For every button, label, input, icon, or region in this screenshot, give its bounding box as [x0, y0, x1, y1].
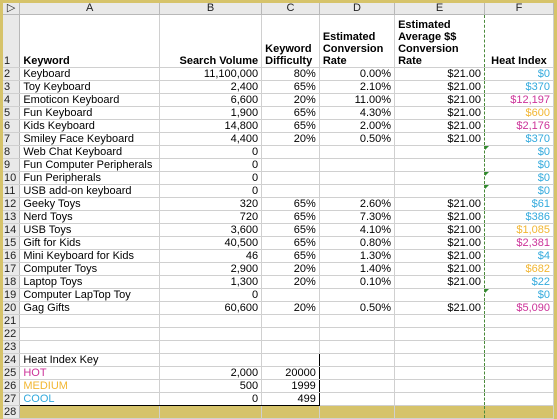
avg-conversion-cell[interactable]: $21.00 — [395, 120, 485, 133]
keyword-cell[interactable]: Emoticon Keyboard — [20, 94, 160, 107]
row-number[interactable]: 2 — [3, 68, 20, 81]
row-number[interactable]: 16 — [3, 250, 20, 263]
row-number[interactable]: 11 — [3, 185, 20, 198]
keyword-cell[interactable]: Gag Gifts — [20, 302, 160, 315]
select-all-corner[interactable]: ▷ — [3, 3, 20, 15]
row-number[interactable]: 23 — [3, 341, 20, 354]
search-volume-cell[interactable]: 0 — [159, 172, 261, 185]
key-min-value[interactable]: 2,000 — [159, 367, 261, 380]
avg-conversion-cell[interactable]: $21.00 — [395, 237, 485, 250]
table-row — [3, 198, 554, 211]
table-row — [3, 81, 554, 94]
conversion-rate-cell[interactable]: 7.30% — [319, 211, 394, 224]
key-label-cool[interactable]: COOL — [20, 393, 160, 406]
empty-cell[interactable] — [484, 315, 553, 328]
heat-index-key-row — [3, 367, 554, 380]
difficulty-cell[interactable]: 20% — [262, 133, 320, 146]
row-number[interactable]: 12 — [3, 198, 20, 211]
heat-index-cell[interactable]: $4 — [484, 250, 553, 263]
heat-index-cell[interactable]: $0 — [484, 289, 553, 302]
table-row — [3, 185, 554, 198]
search-volume-cell[interactable]: 6,600 — [159, 94, 261, 107]
empty-row — [3, 328, 554, 341]
empty-cell[interactable] — [319, 367, 394, 380]
table-row — [3, 224, 554, 237]
search-volume-cell[interactable]: 0 — [159, 289, 261, 302]
empty-cell[interactable] — [319, 380, 394, 393]
conversion-rate-cell[interactable]: 2.10% — [319, 81, 394, 94]
difficulty-cell[interactable]: 65% — [262, 237, 320, 250]
heat-index-cell[interactable]: $5,090 — [484, 302, 553, 315]
empty-cell[interactable] — [319, 393, 394, 406]
avg-conversion-cell[interactable] — [395, 159, 485, 172]
table-row — [3, 120, 554, 133]
table-row — [3, 172, 554, 185]
column-header-c[interactable]: C — [262, 3, 320, 15]
heat-index-cell[interactable]: $0 — [484, 68, 553, 81]
empty-cell[interactable] — [395, 354, 485, 367]
empty-cell[interactable] — [159, 328, 261, 341]
empty-cell[interactable] — [484, 367, 553, 380]
avg-conversion-cell[interactable] — [395, 185, 485, 198]
row-number[interactable]: 8 — [3, 146, 20, 159]
search-volume-cell[interactable]: 11,100,000 — [159, 68, 261, 81]
key-max-value[interactable]: 20000 — [262, 367, 320, 380]
search-volume-cell[interactable]: 46 — [159, 250, 261, 263]
avg-conversion-cell[interactable]: $21.00 — [395, 250, 485, 263]
keyword-cell[interactable]: Smiley Face Keyboard — [20, 133, 160, 146]
avg-conversion-cell[interactable]: $21.00 — [395, 198, 485, 211]
empty-cell[interactable] — [395, 380, 485, 393]
table-row — [3, 94, 554, 107]
row-number[interactable]: 14 — [3, 224, 20, 237]
row-number[interactable]: 17 — [3, 263, 20, 276]
search-volume-cell[interactable]: 3,600 — [159, 224, 261, 237]
keyword-cell[interactable]: Fun Peripherals — [20, 172, 160, 185]
column-header-d[interactable]: D — [319, 3, 394, 15]
conversion-rate-cell[interactable]: 0.10% — [319, 276, 394, 289]
keyword-cell[interactable]: Fun Computer Peripherals — [20, 159, 160, 172]
key-label-medium[interactable]: MEDIUM — [20, 380, 160, 393]
keyword-cell[interactable]: USB Toys — [20, 224, 160, 237]
conversion-rate-cell[interactable] — [319, 172, 394, 185]
heat-index-cell[interactable]: $2,381 — [484, 237, 553, 250]
empty-cell[interactable] — [395, 367, 485, 380]
row-number[interactable]: 5 — [3, 107, 20, 120]
empty-cell[interactable] — [319, 354, 394, 367]
heat-index-cell[interactable]: $386 — [484, 211, 553, 224]
avg-conversion-cell[interactable]: $21.00 — [395, 81, 485, 94]
keyword-cell[interactable]: Mini Keyboard for Kids — [20, 250, 160, 263]
conversion-rate-cell[interactable]: 0.50% — [319, 133, 394, 146]
search-volume-cell[interactable]: 0 — [159, 146, 261, 159]
avg-conversion-cell[interactable] — [395, 172, 485, 185]
difficulty-cell[interactable] — [262, 146, 320, 159]
search-volume-cell[interactable]: 2,900 — [159, 263, 261, 276]
search-volume-cell[interactable]: 4,400 — [159, 133, 261, 146]
conversion-rate-cell[interactable]: 2.60% — [319, 198, 394, 211]
row-number[interactable]: 22 — [3, 328, 20, 341]
table-row — [3, 146, 554, 159]
spreadsheet-grid — [3, 3, 554, 419]
column-header-f[interactable]: F — [484, 3, 553, 15]
empty-cell[interactable] — [484, 393, 553, 406]
keyword-cell[interactable]: Computer Toys — [20, 263, 160, 276]
search-volume-cell[interactable]: 14,800 — [159, 120, 261, 133]
empty-cell[interactable] — [319, 328, 394, 341]
keyword-cell[interactable]: Gift for Kids — [20, 237, 160, 250]
heat-index-key-row — [3, 393, 554, 406]
heat-index-cell[interactable]: $12,197 — [484, 94, 553, 107]
heat-index-cell[interactable]: $370 — [484, 133, 553, 146]
avg-conversion-cell[interactable]: $21.00 — [395, 211, 485, 224]
row-number[interactable]: 13 — [3, 211, 20, 224]
empty-cell[interactable] — [262, 328, 320, 341]
conversion-rate-cell[interactable]: 0.00% — [319, 68, 394, 81]
search-volume-cell[interactable]: 0 — [159, 159, 261, 172]
key-max-value[interactable]: 1999 — [262, 380, 320, 393]
conversion-rate-cell[interactable] — [319, 185, 394, 198]
empty-cell[interactable] — [484, 354, 553, 367]
spreadsheet-window — [3, 2, 554, 418]
difficulty-cell[interactable]: 65% — [262, 224, 320, 237]
difficulty-cell[interactable]: 65% — [262, 81, 320, 94]
table-row — [3, 276, 554, 289]
heat-index-cell[interactable]: $600 — [484, 107, 553, 120]
conversion-rate-cell[interactable] — [319, 146, 394, 159]
conversion-rate-cell[interactable] — [319, 159, 394, 172]
empty-cell[interactable] — [262, 341, 320, 354]
heat-index-key-title[interactable]: Heat Index Key — [20, 354, 160, 367]
avg-conversion-cell[interactable]: $21.00 — [395, 276, 485, 289]
difficulty-cell[interactable]: 20% — [262, 263, 320, 276]
row-number[interactable]: 18 — [3, 276, 20, 289]
conversion-rate-cell[interactable]: 2.00% — [319, 120, 394, 133]
conversion-rate-cell[interactable]: 11.00% — [319, 94, 394, 107]
empty-cell[interactable] — [395, 328, 485, 341]
keyword-cell[interactable]: Web Chat Keyboard — [20, 146, 160, 159]
empty-cell[interactable] — [159, 341, 261, 354]
search-volume-cell[interactable]: 2,400 — [159, 81, 261, 94]
empty-cell[interactable] — [484, 341, 553, 354]
heat-index-cell[interactable]: $682 — [484, 263, 553, 276]
table-row — [3, 107, 554, 120]
table-row — [3, 237, 554, 250]
key-min-value[interactable]: 0 — [159, 393, 261, 406]
empty-cell[interactable] — [20, 315, 160, 328]
difficulty-cell[interactable]: 65% — [262, 211, 320, 224]
empty-cell[interactable] — [484, 406, 553, 419]
table-row — [3, 68, 554, 81]
avg-conversion-cell[interactable]: $21.00 — [395, 224, 485, 237]
difficulty-cell[interactable]: 80% — [262, 68, 320, 81]
conversion-rate-cell[interactable]: 1.30% — [319, 250, 394, 263]
key-max-value[interactable]: 499 — [262, 393, 320, 406]
empty-cell[interactable] — [395, 393, 485, 406]
difficulty-cell[interactable]: 65% — [262, 198, 320, 211]
keyword-cell[interactable]: Geeky Toys — [20, 198, 160, 211]
key-label-hot[interactable]: HOT — [20, 367, 160, 380]
heat-index-cell[interactable]: $61 — [484, 198, 553, 211]
avg-conversion-header-cell[interactable]: Estimated Average $$ Conversion Rate — [395, 15, 485, 68]
search-volume-cell[interactable]: 320 — [159, 198, 261, 211]
table-row — [3, 133, 554, 146]
heat-index-cell[interactable]: $1,085 — [484, 224, 553, 237]
difficulty-cell[interactable]: 65% — [262, 120, 320, 133]
row-number[interactable]: 21 — [3, 315, 20, 328]
row-number[interactable]: 25 — [3, 367, 20, 380]
conversion-rate-cell[interactable]: 4.30% — [319, 107, 394, 120]
empty-cell[interactable] — [159, 406, 261, 419]
difficulty-cell[interactable]: 65% — [262, 107, 320, 120]
row-number[interactable]: 3 — [3, 81, 20, 94]
search-volume-cell[interactable]: 1,300 — [159, 276, 261, 289]
empty-cell[interactable] — [395, 406, 485, 419]
row-number[interactable]: 26 — [3, 380, 20, 393]
column-header-b[interactable]: B — [159, 3, 261, 15]
conversion-rate-cell[interactable]: 1.40% — [319, 263, 394, 276]
avg-conversion-cell[interactable]: $21.00 — [395, 263, 485, 276]
search-volume-header-cell[interactable]: Search Volume — [159, 15, 261, 68]
keyword-cell[interactable]: Fun Keyboard — [20, 107, 160, 120]
empty-cell[interactable] — [484, 328, 553, 341]
avg-conversion-cell[interactable] — [395, 289, 485, 302]
row-number[interactable]: 4 — [3, 94, 20, 107]
avg-conversion-cell[interactable]: $21.00 — [395, 94, 485, 107]
difficulty-cell[interactable]: 65% — [262, 250, 320, 263]
keyword-cell[interactable]: Kids Keyboard — [20, 120, 160, 133]
search-volume-cell[interactable]: 720 — [159, 211, 261, 224]
difficulty-cell[interactable] — [262, 185, 320, 198]
table-row — [3, 263, 554, 276]
heat-index-cell[interactable]: $2,176 — [484, 120, 553, 133]
avg-conversion-cell[interactable]: $21.00 — [395, 133, 485, 146]
keyword-cell[interactable]: USB add-on keyboard — [20, 185, 160, 198]
empty-cell[interactable] — [262, 406, 320, 419]
key-min-value[interactable]: 500 — [159, 380, 261, 393]
search-volume-cell[interactable]: 60,600 — [159, 302, 261, 315]
empty-cell[interactable] — [20, 328, 160, 341]
difficulty-cell[interactable] — [262, 172, 320, 185]
keyword-cell[interactable]: Nerd Toys — [20, 211, 160, 224]
keyword-cell[interactable]: Keyboard — [20, 68, 160, 81]
empty-cell[interactable] — [159, 315, 261, 328]
search-volume-cell[interactable]: 1,900 — [159, 107, 261, 120]
search-volume-cell[interactable]: 40,500 — [159, 237, 261, 250]
empty-row — [3, 315, 554, 328]
empty-cell[interactable] — [395, 315, 485, 328]
avg-conversion-cell[interactable] — [395, 146, 485, 159]
table-row — [3, 159, 554, 172]
empty-cell[interactable] — [20, 341, 160, 354]
empty-cell[interactable] — [395, 341, 485, 354]
empty-cell[interactable] — [262, 354, 320, 367]
row-number[interactable]: 1 — [3, 15, 20, 68]
difficulty-cell[interactable] — [262, 289, 320, 302]
heat-index-cell[interactable]: $22 — [484, 276, 553, 289]
avg-conversion-cell[interactable]: $21.00 — [395, 107, 485, 120]
conversion-rate-cell[interactable]: 0.50% — [319, 302, 394, 315]
heat-index-header-cell[interactable]: Heat Index — [484, 15, 553, 68]
row-number[interactable]: 9 — [3, 159, 20, 172]
difficulty-cell[interactable]: 20% — [262, 276, 320, 289]
table-row — [3, 302, 554, 315]
table-row — [3, 250, 554, 263]
conversion-rate-cell[interactable]: 4.10% — [319, 224, 394, 237]
column-header-e[interactable]: E — [395, 3, 485, 15]
table-row — [3, 289, 554, 302]
keyword-cell[interactable]: Laptop Toys — [20, 276, 160, 289]
row-number[interactable]: 7 — [3, 133, 20, 146]
conversion-rate-cell[interactable]: 0.80% — [319, 237, 394, 250]
empty-cell[interactable] — [484, 380, 553, 393]
row-number[interactable]: 10 — [3, 172, 20, 185]
keyword-header-cell[interactable]: Keyword — [20, 15, 160, 68]
keyword-difficulty-header-cell[interactable]: Keyword Difficulty — [262, 15, 320, 68]
difficulty-cell[interactable] — [262, 159, 320, 172]
header-row — [3, 15, 554, 68]
row-number[interactable]: 27 — [3, 393, 20, 406]
difficulty-cell[interactable]: 20% — [262, 94, 320, 107]
empty-cell[interactable] — [262, 315, 320, 328]
difficulty-cell[interactable]: 20% — [262, 302, 320, 315]
empty-row — [3, 341, 554, 354]
row-number[interactable]: 28 — [3, 406, 20, 419]
heat-index-key-row — [3, 354, 554, 367]
keyword-cell[interactable]: Computer LapTop Toy — [20, 289, 160, 302]
empty-cell[interactable] — [319, 341, 394, 354]
search-volume-cell[interactable]: 0 — [159, 185, 261, 198]
row-number[interactable]: 24 — [3, 354, 20, 367]
empty-cell[interactable] — [20, 406, 160, 419]
row-number[interactable]: 20 — [3, 302, 20, 315]
column-header-row — [3, 3, 554, 15]
conversion-rate-header-cell[interactable]: Estimated Conversion Rate — [319, 15, 394, 68]
avg-conversion-cell[interactable]: $21.00 — [395, 68, 485, 81]
empty-cell[interactable] — [159, 354, 261, 367]
table-row — [3, 211, 554, 224]
avg-conversion-cell[interactable]: $21.00 — [395, 302, 485, 315]
empty-cell[interactable] — [319, 406, 394, 419]
keyword-cell[interactable]: Toy Keyboard — [20, 81, 160, 94]
heat-index-key-row — [3, 380, 554, 393]
empty-cell[interactable] — [319, 315, 394, 328]
row-number[interactable]: 15 — [3, 237, 20, 250]
row-number[interactable]: 19 — [3, 289, 20, 302]
heat-index-cell[interactable]: $0 — [484, 185, 553, 198]
empty-row — [3, 406, 554, 419]
row-number[interactable]: 6 — [3, 120, 20, 133]
heat-index-cell[interactable]: $0 — [484, 172, 553, 185]
conversion-rate-cell[interactable] — [319, 289, 394, 302]
column-header-a[interactable]: A — [20, 3, 160, 15]
heat-index-cell[interactable]: $0 — [484, 146, 553, 159]
heat-index-cell[interactable]: $0 — [484, 159, 553, 172]
heat-index-cell[interactable]: $370 — [484, 81, 553, 94]
